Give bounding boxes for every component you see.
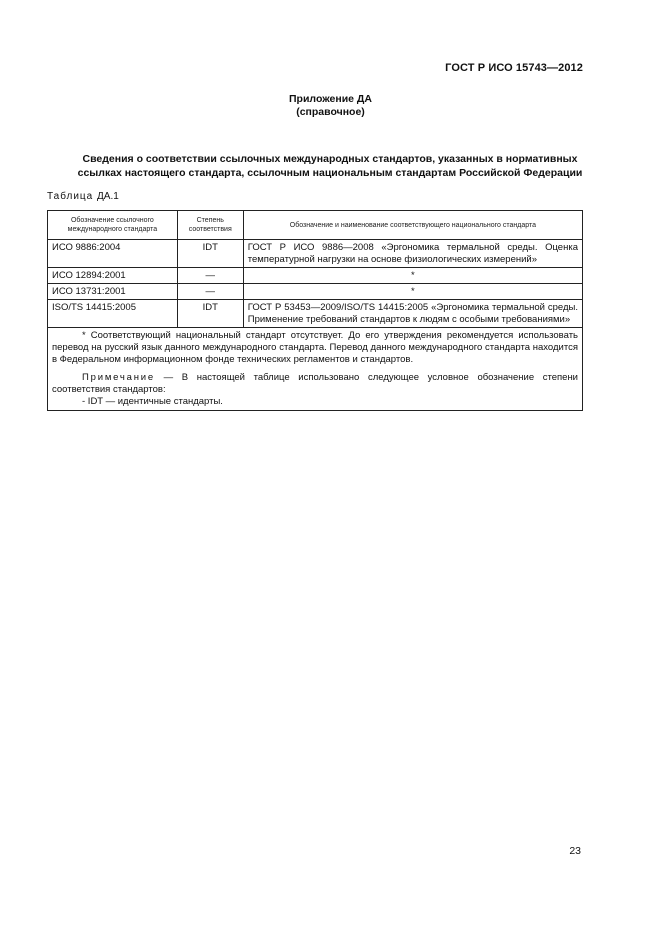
table-note <box>52 372 578 396</box>
table-footer <box>48 328 583 411</box>
header-international-standard: Обозначение ссылочного международного стандарта <box>48 211 178 240</box>
row-national: * <box>243 268 582 284</box>
row-national: * <box>243 284 582 300</box>
document-title <box>47 153 613 180</box>
table-caption <box>47 191 119 202</box>
row-code: ISO/TS 14415:2005 <box>48 300 178 328</box>
row-degree: IDT <box>177 300 243 328</box>
row-degree: — <box>177 268 243 284</box>
note-label: Примечание <box>82 372 155 383</box>
table-caption-number: ДА.1 <box>97 191 119 202</box>
table-row <box>48 300 583 328</box>
appendix-type: (справочное) <box>296 106 365 118</box>
table-footer-row <box>48 328 583 411</box>
document-title-line-2: ссылках настоящего стандарта, ссылочным национальным стандартам Российской Федерации <box>77 166 583 179</box>
table-header-row <box>48 211 583 240</box>
table-row <box>48 284 583 300</box>
row-national: ГОСТ Р ИСО 9886—2008 «Эргономика термальной среды. Оценка температурной нагрузки на основе физиологических измерений» <box>243 240 582 268</box>
appendix-title: Приложение ДА <box>289 93 372 105</box>
table-footnote: * Соответствующий национальный стандарт отсутствует. До его утверждения рекомендуется использовать перевод на русский язык данного международного стандарта. Перевод данного международного стандарта находится в Федеральном информационном фонде технических регламентов и стандартов. <box>52 330 578 365</box>
note-item: - IDT — идентичные стандарты. <box>82 396 223 407</box>
table-row <box>48 268 583 284</box>
row-code: ИСО 9886:2004 <box>48 240 178 268</box>
document-title-line-1: Сведения о соответствии ссылочных международных стандартов, указанных в нормативных <box>82 153 578 165</box>
row-code: ИСО 12894:2001 <box>48 268 178 284</box>
row-code: ИСО 13731:2001 <box>48 284 178 300</box>
page-number: 23 <box>569 845 581 857</box>
header-degree: Степень соответствия <box>177 211 243 240</box>
row-degree: IDT <box>177 240 243 268</box>
header-national-standard: Обозначение и наименование соответствующего национального стандарта <box>243 211 582 240</box>
appendix-heading <box>0 93 661 119</box>
standard-code: ГОСТ Р ИСО 15743—2012 <box>445 62 583 74</box>
table-caption-prefix: Таблица <box>47 191 94 202</box>
row-degree: — <box>177 284 243 300</box>
row-national: ГОСТ Р 53453—2009/ISO/TS 14415:2005 «Эргономика термальной среды. Применение требований стандартов к людям с особыми требованиями» <box>243 300 582 328</box>
correspondence-table <box>47 210 583 411</box>
note-text: — В настоящей таблице использовано следующее условное обозначение степени соответствия стандартов: <box>52 372 578 395</box>
table-row <box>48 240 583 268</box>
